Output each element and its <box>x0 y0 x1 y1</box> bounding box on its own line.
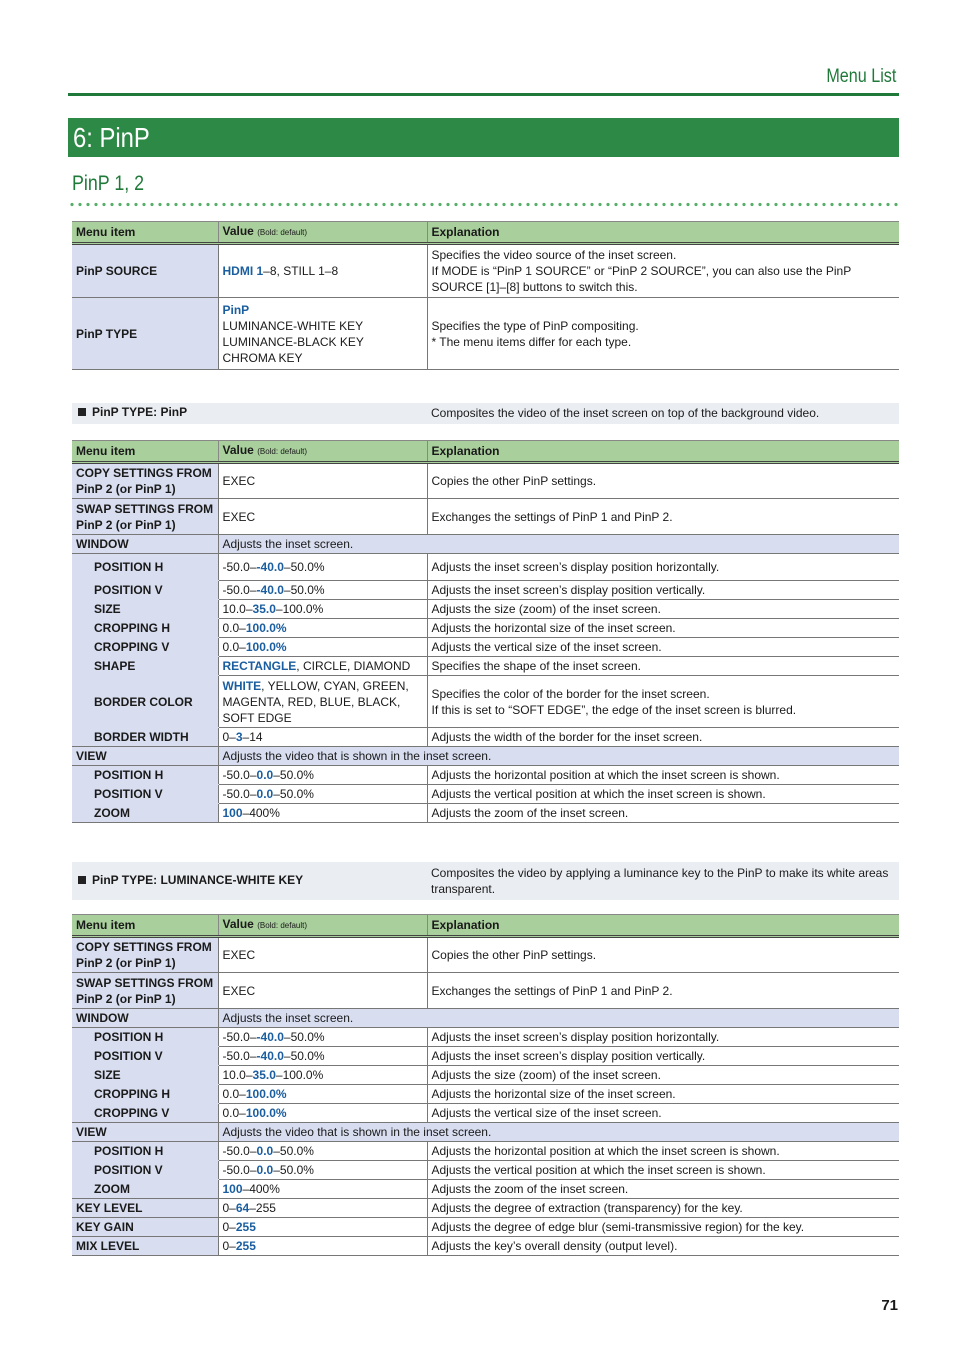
table-row: WINDOW Adjusts the inset screen. <box>72 1009 899 1028</box>
col-menu-item: Menu item <box>72 222 218 244</box>
table-row: MIX LEVEL 0–255 Adjusts the key’s overall density (output level). <box>72 1237 899 1256</box>
table-row: BORDER COLOR WHITE, YELLOW, CYAN, GREEN, MAGENTA, RED, BLUE, BLACK, SOFT EDGE Specifies the color of the border for the inset screen. If this is set to “SOFT EDGE”, the edge of the inset screen is blurred. <box>72 676 899 728</box>
table-row: CROPPING H 0.0–100.0% Adjusts the horizontal size of the inset screen. <box>72 1085 899 1104</box>
col-menu-item: Menu item <box>72 915 218 937</box>
table-row: CROPPING V 0.0–100.0% Adjusts the vertical size of the inset screen. <box>72 1104 899 1123</box>
pinp-settings-table <box>72 221 899 370</box>
table-row: KEY LEVEL 0–64–255 Adjusts the degree of extraction (transparency) for the key. <box>72 1199 899 1218</box>
col-explanation: Explanation <box>427 441 899 463</box>
table-row: POSITION V -50.0–0.0–50.0% Adjusts the vertical position at which the inset screen is shown. <box>72 1161 899 1180</box>
table-row: BORDER WIDTH 0–3–14 Adjusts the width of the border for the inset screen. <box>72 728 899 747</box>
row-explanation: Specifies the type of PinP compositing. * The menu items differ for each type. <box>427 298 899 370</box>
table-row: SHAPE RECTANGLE, CIRCLE, DIAMOND Specifies the shape of the inset screen. <box>72 657 899 676</box>
table-row: CROPPING V 0.0–100.0% Adjusts the vertical size of the inset screen. <box>72 638 899 657</box>
chapter-title: 6: PinP <box>68 118 899 157</box>
luminance-white-key-band: PinP TYPE: LUMINANCE-WHITE KEY Composites the video by applying a luminance key to the PinP to make its white areas transparent. <box>72 862 899 900</box>
dotted-divider <box>68 202 899 207</box>
row-label: PinP TYPE <box>72 298 218 370</box>
table-row: POSITION H -50.0–-40.0–50.0% Adjusts the inset screen’s display position horizontally. <box>72 554 899 581</box>
table-row <box>72 298 899 370</box>
col-value: Value (Bold: default) <box>218 915 427 937</box>
row-value: HDMI 1–8, STILL 1–8 <box>218 244 427 298</box>
table-row: CROPPING H 0.0–100.0% Adjusts the horizontal size of the inset screen. <box>72 619 899 638</box>
col-explanation: Explanation <box>427 915 899 937</box>
table-row: SWAP SETTINGS FROM PinP 2 (or PinP 1) EXEC Exchanges the settings of PinP 1 and PinP 2. <box>72 973 899 1009</box>
row-explanation: Specifies the video source of the inset screen. If MODE is “PinP 1 SOURCE” or “PinP 2 SOURCE”, you can also use the PinP SOURCE [1]–[8] buttons to switch this. <box>427 244 899 298</box>
pinp-type-band: PinP TYPE: PinP Composites the video of the inset screen on top of the background video. <box>72 403 899 424</box>
row-value: PinP LUMINANCE-WHITE KEY LUMINANCE-BLACK KEY CHROMA KEY <box>218 298 427 370</box>
table-row: POSITION V -50.0–-40.0–50.0% Adjusts the inset screen’s display position vertically. <box>72 1047 899 1066</box>
col-menu-item: Menu item <box>72 441 218 463</box>
table-row: VIEW Adjusts the video that is shown in the inset screen. <box>72 747 899 766</box>
table-row <box>72 244 899 298</box>
table-row: POSITION H -50.0–0.0–50.0% Adjusts the horizontal position at which the inset screen is shown. <box>72 766 899 785</box>
table-row: POSITION H -50.0–0.0–50.0% Adjusts the horizontal position at which the inset screen is shown. <box>72 1142 899 1161</box>
table-row: SIZE 10.0–35.0–100.0% Adjusts the size (zoom) of the inset screen. <box>72 600 899 619</box>
luminance-white-key-table <box>72 914 899 1256</box>
table-row: VIEW Adjusts the video that is shown in the inset screen. <box>72 1123 899 1142</box>
table-row: COPY SETTINGS FROM PinP 2 (or PinP 1) EXEC Copies the other PinP settings. <box>72 463 899 499</box>
col-value: Value (Bold: default) <box>218 441 427 463</box>
section-title: PinP 1, 2 <box>72 172 145 195</box>
table-row: COPY SETTINGS FROM PinP 2 (or PinP 1) EXEC Copies the other PinP settings. <box>72 937 899 973</box>
table-row: KEY GAIN 0–255 Adjusts the degree of edge blur (semi-transmissive region) for the key. <box>72 1218 899 1237</box>
square-bullet-icon <box>78 876 86 884</box>
table-row: ZOOM 100–400% Adjusts the zoom of the inset screen. <box>72 1180 899 1199</box>
table-row: SIZE 10.0–35.0–100.0% Adjusts the size (zoom) of the inset screen. <box>72 1066 899 1085</box>
col-explanation: Explanation <box>427 222 899 244</box>
table-row: POSITION H -50.0–-40.0–50.0% Adjusts the inset screen’s display position horizontally. <box>72 1028 899 1047</box>
table-row: SWAP SETTINGS FROM PinP 2 (or PinP 1) EXEC Exchanges the settings of PinP 1 and PinP 2. <box>72 499 899 535</box>
col-value: Value (Bold: default) <box>218 222 427 244</box>
table-row: ZOOM 100–400% Adjusts the zoom of the inset screen. <box>72 804 899 823</box>
row-label: PinP SOURCE <box>72 244 218 298</box>
table-row: WINDOW Adjusts the inset screen. <box>72 535 899 554</box>
table-row: POSITION V -50.0–0.0–50.0% Adjusts the vertical position at which the inset screen is shown. <box>72 785 899 804</box>
page-number: 71 <box>881 1297 898 1314</box>
pinp-type-pinp-table <box>72 440 899 823</box>
menu-list-link: Menu List <box>825 66 896 87</box>
square-bullet-icon <box>78 408 86 416</box>
table-row: POSITION V -50.0–-40.0–50.0% Adjusts the inset screen’s display position vertically. <box>72 581 899 600</box>
header-rule <box>68 93 899 96</box>
